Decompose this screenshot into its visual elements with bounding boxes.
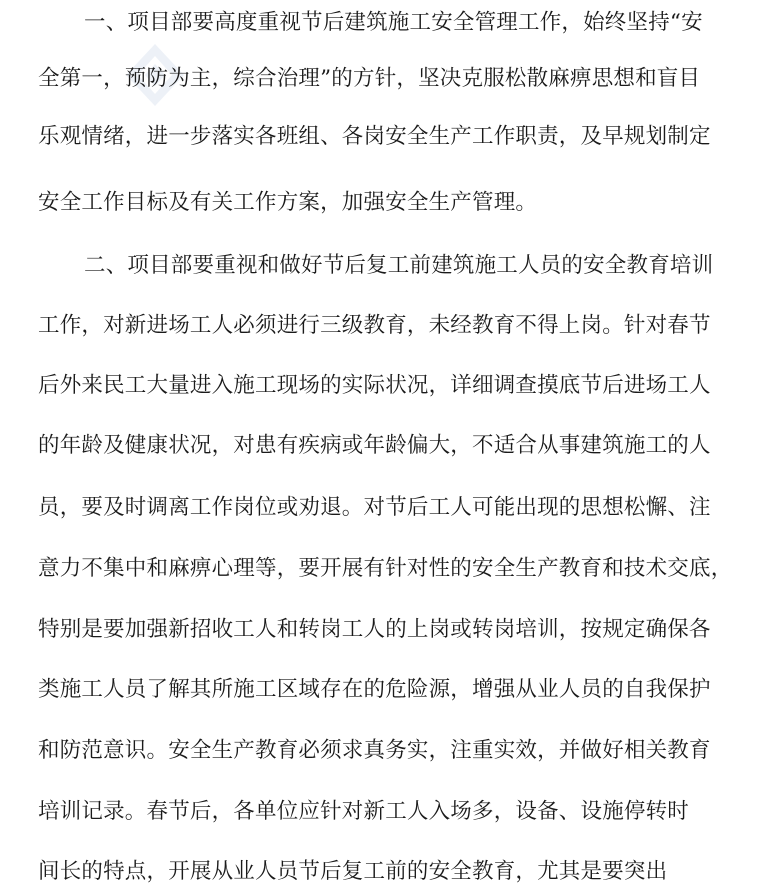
paragraph-1-line-4: 安全工作目标及有关工作方案，加强安全生产管理。 — [38, 190, 538, 215]
paragraph-2-line-4: 的年龄及健康状况，对患有疾病或年龄偏大，不适合从事建筑施工的人 — [38, 433, 711, 458]
paragraph-2-line-2: 工作，对新进场工人必须进行三级教育，未经教育不得上岗。针对春节 — [38, 313, 711, 338]
paragraph-1-line-1: 一、项目部要高度重视节后建筑施工安全管理工作，始终坚持“安 — [84, 10, 703, 35]
paragraph-2-line-9: 和防范意识。安全生产教育必须求真务实，注重实效，并做好相关教育 — [38, 738, 711, 763]
paragraph-1-line-2: 全第一，预防为主，综合治理”的方针，坚决克服松散麻痹思想和盲目 — [38, 66, 701, 91]
paragraph-2-line-6: 意力不集中和麻痹心理等，要开展有针对性的安全生产教育和技术交底， — [38, 556, 733, 581]
paragraph-2-line-3: 后外来民工大量进入施工现场的实际状况，详细调查摸底节后进场工人 — [38, 373, 711, 398]
paragraph-2-line-5: 员，要及时调离工作岗位或劝退。对节后工人可能出现的思想松懈、注 — [38, 495, 711, 520]
paragraph-2-line-10: 培训记录。春节后，各单位应针对新工人入场多，设备、设施停转时 — [38, 799, 690, 824]
paragraph-2-line-7: 特别是要加强新招收工人和转岗工人的上岗或转岗培训，按规定确保各 — [38, 617, 711, 642]
paragraph-2-line-1: 二、项目部要重视和做好节后复工前建筑施工人员的安全教育培训 — [84, 253, 714, 278]
paragraph-1-line-3: 乐观情绪，进一步落实各班组、各岗安全生产工作职责，及早规划制定 — [38, 124, 711, 149]
paragraph-2-line-11: 间长的特点，开展从业人员节后复工前的安全教育，尤其是要突出 — [38, 859, 668, 884]
paragraph-2-line-8: 类施工人员了解其所施工区域存在的危险源，增强从业人员的自我保护 — [38, 677, 711, 702]
